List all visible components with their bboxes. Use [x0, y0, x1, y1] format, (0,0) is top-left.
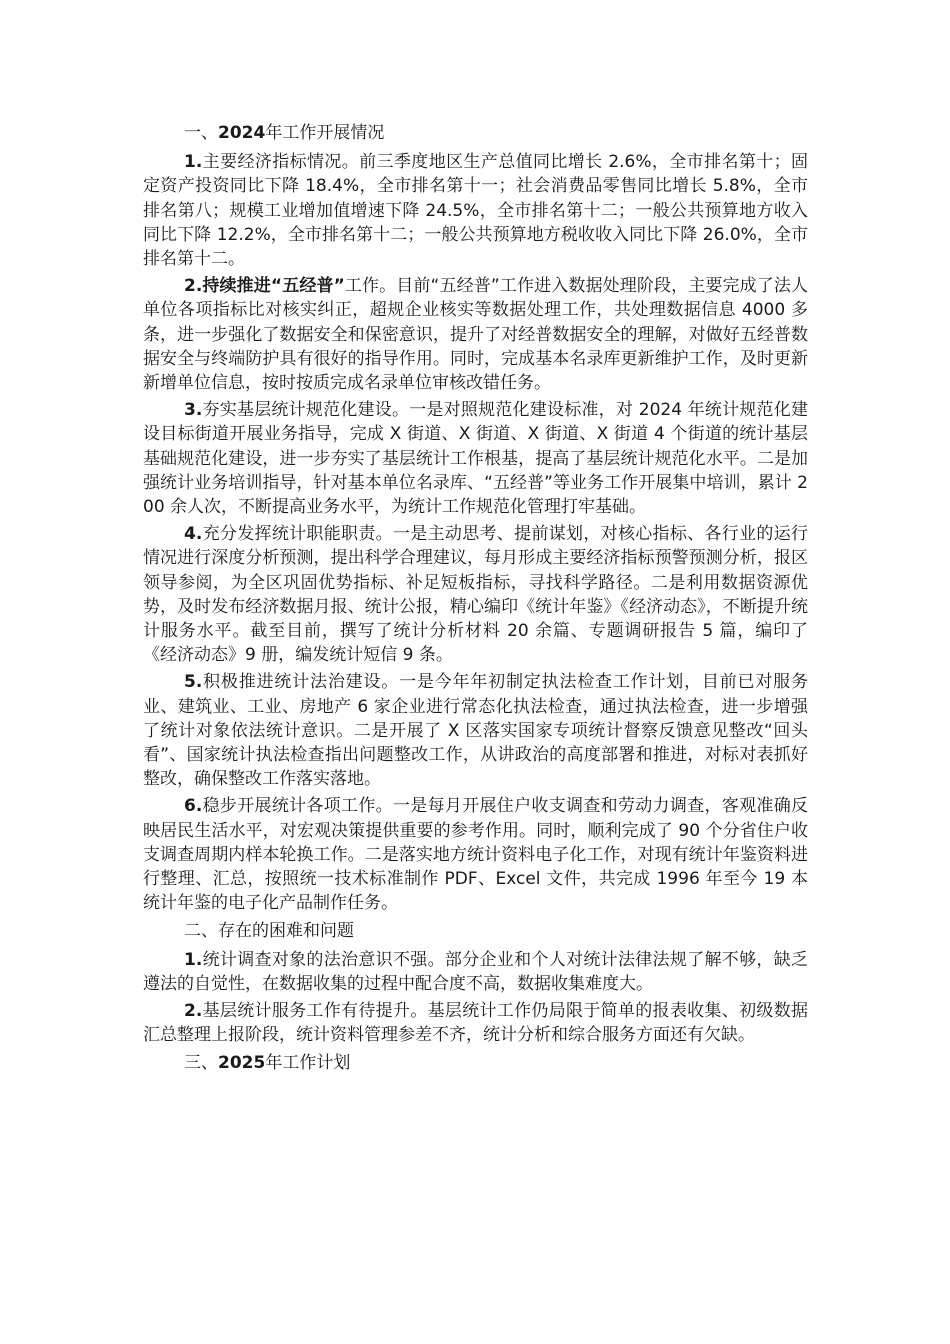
paragraph-2-2: 2.基层统计服务工作有待提升。基层统计工作仍局限于简单的报表收集、初级数据汇总整理上报阶段，统计资料管理参差不齐，统计分析和综合服务方面还有欠缺。: [143, 1001, 808, 1046]
paragraph-1-2: 2.持续推进“五经普”工作。目前“五经普”工作进入数据处理阶段，主要完成了法人单位各项指标比对核实纠正，超规企业核实等数据处理工作，共处理数据信息 4000 多条，进一步强化了数据安全和保密意识，提升了对经普数据安全的理解，对做好五经普数据安全与终端防护具有很好的指导作用。同时，完成基本名录库更新维护工作，及时更新新增单位信息，按时按质完成名录单位审核改错任务。: [143, 276, 808, 394]
paragraph-1-6: 6.稳步开展统计各项工作。一是每月开展住户收支调查和劳动力调查，客观准确反映居民生活水平，对宏观决策提供重要的参考作用。同时，顺利完成了 90 个分省住户收支调查周期内样本轮换工作。二是落实地方统计资料电子化工作，对现有统计年鉴资料进行整理、汇总，按照统一技术标准制作 PDF、Excel 文件，共完成 1996 年至今 19 本统计年鉴的电子化产品制作任务。: [143, 796, 808, 914]
paragraph-1-1: 1.主要经济指标情况。前三季度地区生产总值同比增长 2.6%，全市排名第十；固定资产投资同比下降 18.4%，全市排名第十一；社会消费品零售同比增长 5.8%，全市排名第八；规模工业增加值增速下降 24.5%，全市排名第十二；一般公共预算地方收入同比下降 12.2%，全市排名第十二；一般公共预算地方税收收入同比下降 26.0%，全市排名第十二。: [143, 152, 808, 270]
section-heading-1: 一、2024年工作开展情况: [184, 123, 385, 143]
section-heading-2: 二、存在的困难和问题: [184, 920, 354, 941]
paragraph-1-4: 4.充分发挥统计职能职责。一是主动思考、提前谋划，对核心指标、各行业的运行情况进行深度分析预测，提出科学合理建议，每月形成主要经济指标预警预测分析，报区领导参阅，为全区巩固优势指标、补足短板指标，寻找科学路径。二是利用数据资源优势，及时发布经济数据月报、统计公报，精心编印《统计年鉴》《经济动态》，不断提升统计服务水平。截至目前，撰写了统计分析材料 20 余篇、专题调研报告 5 篇，编印了《经济动态》9 册，编发统计短信 9 条。: [143, 524, 808, 666]
section-heading-3: 三、2025年工作计划: [184, 1052, 351, 1073]
paragraph-2-1: 1.统计调查对象的法治意识不强。部分企业和个人对统计法律法规了解不够，缺乏遵法的自觉性，在数据收集的过程中配合度不高，数据收集难度大。: [143, 949, 808, 994]
document-page: [143, 121, 808, 1080]
paragraph-1-5: 5.积极推进统计法治建设。一是今年年初制定执法检查工作计划，目前已对服务业、建筑业、工业、房地产 6 家企业进行常态化执法检查，通过执法检查，进一步增强了统计对象依法统计意识。二是开展了 X 区落实国家专项统计督察反馈意见整改“回头看”、国家统计执法检查指出问题整改工作，从讲政治的高度部署和推进，对标对表抓好整改，确保整改工作落实落地。: [143, 672, 808, 790]
paragraph-1-3: 3.夯实基层统计规范化建设。一是对照规范化建设标准，对 2024 年统计规范化建设目标街道开展业务指导，完成 X 街道、X 街道、X 街道、X 街道 4 个街道的统计基层基础规范化建设，进一步夯实了基层统计工作根基，提高了基层统计规范化水平。二是加强统计业务培训指导，针对基本单位名录库、“五经普”等业务工作开展集中培训，累计 200 余人次，不断提高业务水平，为统计工作规范化管理打牢基础。: [143, 400, 808, 518]
